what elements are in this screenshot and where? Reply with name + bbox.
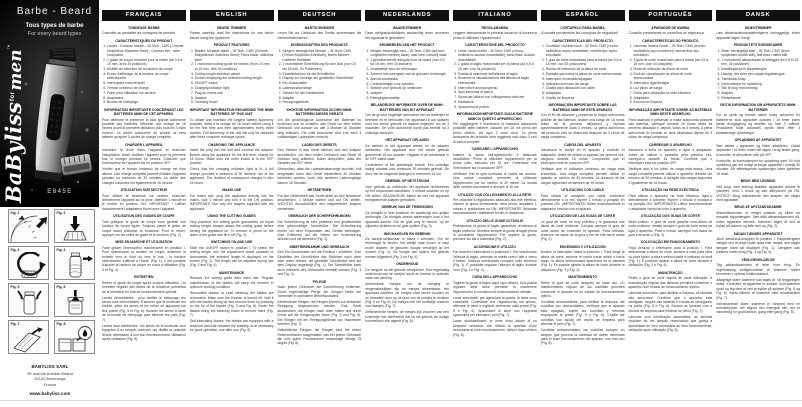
figure-label: Fig. 1 xyxy=(10,211,20,215)
section-paragraph: Den Ein-/Ausschalter auf die Position I schieben. Zum Einstellen der Schnitthöhe das Rädchen nach oben oder unten drehen; die gewählte Schnitthöhe wird auf dem Display angezeigt (Fig. 1). Die Schnitthöhe kann auch während des Gebrauchs verstellt werden (Fig. 3 und Fig. 4). xyxy=(277,250,362,277)
attach-guide-icon xyxy=(56,215,94,242)
section-heading: SÅDAN TÆNDES APPARATET xyxy=(733,231,783,236)
section-heading: EIGENSCHAFTEN DES PRODUKTS xyxy=(290,43,348,48)
feature-item: 4. Screen displaying the selected cutting length xyxy=(195,76,274,80)
feature-item: 4. Pantalla que indica la altura de corte seleccionada xyxy=(546,72,625,76)
feature-item: 4. Ecrã de visualização da altura de corte seleccionada xyxy=(634,72,713,81)
feature-item: 2. 1 gemotoriseerde trimgids voor de baard (van 0,5 tot 15 mm, met 34 standen) xyxy=(370,58,449,67)
section-heading: UTILIZACIÓN DE LAS GUÍAS DE CORTE xyxy=(550,214,616,219)
feature-item: 8. Adaptador xyxy=(546,91,625,95)
feature-list xyxy=(190,49,274,105)
feature-item: 9. Reinigingsborsteltje xyxy=(370,96,449,100)
feature-item: 9. Brosse de nettoyage xyxy=(107,100,186,104)
feature-item: 5. Ein-/Ausschalter xyxy=(283,81,362,85)
section-paragraph: Muito prático, o guia de corte garante uma altura de corte uniforme. Instale sempre o guia de corte antes de ligar o aparelho. Para o extrair, carregue nos lados do guia e levante-o (Fig. 2). xyxy=(628,219,713,237)
column-header-dansk: DANSK xyxy=(716,10,800,21)
section-heading: INBETRIEBNAHME UND GEBRAUCH xyxy=(289,244,350,249)
section-paragraph: Pour utiliser la tondeuse sur secteur, brancher directement l'appareil sur la prise, attendre 1 minute et le mettre en position ON. IMPORTANT ! Utiliser exclusivement l'adaptateur fourni avec l'appareil. xyxy=(102,193,186,211)
intro-heading: CORTAPELO PARA BARBA xyxy=(560,26,605,30)
section-heading: ENTRETIEN xyxy=(134,275,154,280)
feature-item: 7. Fiche pour utilisation sur secteur xyxy=(107,91,186,95)
product-panel xyxy=(0,0,99,207)
feature-item: 2. 1 guia de corte motorizado para a barba (de 0,5 a 15 mm, com 34 posições) xyxy=(634,58,713,67)
section-paragraph: Voor gebruik op netstroom het apparaat rechtstreeks op het stopcontact aansluiten, 1 minuut wachten en op ON zetten. BELANGRIJK! Alleen de met het apparaat meegeleverde adapter gebruiken. xyxy=(365,184,449,202)
column-dansk xyxy=(716,10,800,347)
feature-item: 1. Lâminas: lâmina móvel – W-Tech: CMS (crómio-molibdénio-aço inoxidável); lâmina fixa: aço inoxidável xyxy=(634,44,713,57)
section-paragraph: Lâminas com lubrificação automática: as lâminas dispõem de um tampão reservatório que goteja a quantidade de óleo necessária ao bom funcionamento, utilização após utilização (Fig. 8). xyxy=(628,314,713,333)
section-heading: UTILIZAÇÃO NA REDE ELÉCTRICA xyxy=(641,188,699,193)
feature-item: 3. Cutting length selection wheel xyxy=(195,72,274,76)
section-heading: INFORMAZIONI IMPORTANTI SULLE BATTERIE NIMH DI QUESTO APPARECCHIO xyxy=(456,112,534,121)
column-body-italiano xyxy=(453,21,537,337)
column-header-espanol: ESPAÑOL xyxy=(541,10,625,21)
section-heading: GEBRUIK VAN DE TRIMGIDSEN xyxy=(381,205,433,210)
section-paragraph: Kontrollér, at kontrollampen for opladning lyser. En fuld opladning gør det muligt at bruge apparatet i mindst 30 minutter. De efterfølgende opladninger varer ligeledes 16 timer. xyxy=(716,158,800,176)
feature-item: 6. Kontrollampe for opladning xyxy=(721,82,800,86)
intro-text: Deze veiligheidsrichtlijnen aandachtig lezen vooraleer het apparaat te gebruiken! xyxy=(365,31,449,40)
section-paragraph: Ved brug med ledning tilsluttes apparatet direkte til lysnettet. Vent 1 minut og sæt afbryderen på ON. VIGTIGT! Brug udelukkende den adapter, der følger med apparatet. xyxy=(716,184,800,202)
section-heading: CARREGAR O APARELHO xyxy=(648,142,692,147)
intro-text: ¡Consulte previamente las consignas de seguridad! xyxy=(540,31,618,36)
intro-heading: SKÆGTRIMMER xyxy=(744,26,772,30)
section-paragraph: De stekker in het apparaat steken en de adapter aansluiten. Het apparaat vóór het eerste gebruik gedurende 16 uur opladen. Nagaan of de schakelaar in de OFF-stand staat. xyxy=(365,143,449,161)
section-heading: MISE EN MARCHE ET UTILISATION xyxy=(115,240,173,245)
figure-box-8 xyxy=(54,320,95,354)
feature-item: 6. Témoin lumineux de charge xyxy=(107,86,186,90)
website-url: www.babyliss.com xyxy=(29,390,71,396)
section-paragraph: Vérifier que le témoin lumineux de charge est bien allumé. Une charge complète permet d'utiliser l'appareil pendant un minimum de 30 minutes. La durée des charges suivantes est également de 16 heures. xyxy=(102,167,186,185)
section-paragraph: Praticissima, la guida di taglio garantisce un'altezza di taglio uniforme. Montare sempre la guida di taglio prima di accendere l'apparecchio. Per togliere la guida, premere sui lati e sollevarla (Fig. 2). xyxy=(453,224,537,242)
section-paragraph: De aan/uit-schakelaar in stand I schuiven. Om de trimhoogte te kiezen, het wieltje naar boven of naar onder draaien; de gekozen hoogte verschijnt op het scherm (Fig. 1). De hoogte kan tijdens het gebruik worden bijgesteld (Fig. 3 en Fig. 4). xyxy=(365,236,449,259)
feature-item: 7. Ficha para utilização na rede eléctrica xyxy=(634,91,713,95)
brand-trademark: ™ xyxy=(7,44,13,50)
section-paragraph: Faça deslizar o interruptor para a posição I. Para seleccionar a altura de corte, accione a roda para cima ou para baixo; a altura seleccionada é indicada no ecrã (Fig. 1). É possível ajustar a altura de corte durante a utilização (Fig. 3 e Fig. 4). xyxy=(628,245,713,268)
feature-item: 8. Adapter xyxy=(283,96,362,100)
section-paragraph: Très pratique, le guide de coupe vous garantit une hauteur de coupe égale. Toujours placer le guide de coupe avant d'allumer la tondeuse. Pour le retirer, appuyer sur les côtés du guide et le soulever (Fig. 2). xyxy=(102,219,186,237)
section-heading: MAINTENANCE xyxy=(219,270,245,275)
section-paragraph: Lame autolubrificanti: le lame sono dotate di un tampone serbatoio che distilla la quantità d'olio necessaria al buon funzionamento, utilizzo dopo utilizzo (Fig. 8). xyxy=(453,319,537,337)
section-heading: INFORMACIÓN IMPORTANTE SOBRE LAS BATERÍAS NIMH DE ESTE APARATO xyxy=(548,103,617,112)
feature-list xyxy=(629,44,713,105)
section-paragraph: Afneembare mesjes: om de reiniging te vergemakkelijken zijn de mesjes afneembaar. Het apparaat uitzetten, de mesjes naar boven houden en ze losmaken door op de punt van de mesjes te drukken (Fig. 5 en Fig. 6). De mesjes met het borsteltje ontdoen van haartjes (Fig. 7). xyxy=(365,282,449,309)
figure-label: Fig. 3 xyxy=(10,248,20,252)
section-paragraph: Insert the plug into the unit and connect the adaptor. Before using the appliance for the first time, charge for 16 hours. Make sure the unit's switch is in the OFF position. xyxy=(189,148,274,166)
feature-item: 6. Ladestandsanzeige xyxy=(283,86,362,90)
intro-text: Consulte previamente os conselhos de segurança. xyxy=(628,31,705,36)
section-heading: MANUTENÇÃO xyxy=(658,270,683,275)
section-heading: ONDERHOUD xyxy=(396,262,419,267)
section-heading: CARGA DEL APARATO xyxy=(564,142,602,147)
section-paragraph: Nach jedem Gebrauch die Scherführung entfernen. Durch regelmäßige Pflege der Klingen bleibt der Schneider in optimalem Betriebszustand. xyxy=(277,285,362,299)
feature-item: 5. Aan/uit-schakelaar xyxy=(370,77,449,81)
section-paragraph: Far scorrere l'interruttore in posizione I. Per selezionare l'altezza di taglio, azionare la rotella verso l'alto o verso il basso; l'altezza selezionata compare sullo schermo (Fig. 1). È possibile regolare l'altezza di taglio durante l'uso (Fig. 3 e Fig. 4). xyxy=(453,250,537,272)
brush-blades-icon xyxy=(10,326,48,353)
feature-item: 5. Interruptor ligar/desligar xyxy=(634,81,713,85)
feature-item: 4. Display zur Anzeige der gewählten Schnitthöhe xyxy=(283,76,362,80)
section-paragraph: Verifique que el indicador luminoso de carga está encendido. Una carga completa permite utilizar el aparato un mínimo de 30 minutos. La duración de las cargas siguientes es también de 16 horas. xyxy=(540,167,625,185)
column-espanol xyxy=(541,10,625,347)
feature-item: 9. Escova de limpeza xyxy=(634,100,713,104)
figure-box-2 xyxy=(54,209,95,243)
subtitle-english: For every beard types xyxy=(27,31,82,37)
figure-box-7 xyxy=(8,320,49,354)
feature-item: 1. Blades: Movable blade – W-Tech: CMS (Chrome-Molybdenum-Stainless Steel); Fixed blade: stainless steel xyxy=(195,49,274,62)
section-paragraph: Retirer le guide de coupe après chaque utilisation. Un entretien régulier des lames de la tondeuse permettra de la maintenir en état de fonctionnement optimal. xyxy=(102,280,186,294)
feature-item: 9. Cepillo de limpieza xyxy=(546,96,625,100)
section-paragraph: Verificare che la spia luminosa di carica sia accesa. Una carica completa permette di utilizzare l'apparecchio per un minimo di 30 minuti. La durata delle cariche successive è sempre di 16 ore. xyxy=(453,171,537,190)
column-deutsch xyxy=(278,10,362,347)
figure-label: Fig. 4 xyxy=(56,248,66,252)
section-heading: KENMERKEN VAN HET PRODUCT xyxy=(379,43,435,48)
figure-label: Fig. 8 xyxy=(56,322,66,326)
section-paragraph: Slide the ON/OFF switch to position I. To select the cutting length, turn the adjustment wheel upwards or downwards; the selected length is displayed on the screen (Fig. 1). The length can be adjusted during use (Fig. 3 and Fig. 4). xyxy=(189,245,274,268)
section-heading: WICHTIGE INFORMATION ZU DEN NIMH-BATTERIEN DIESES GERÄTS xyxy=(286,107,353,117)
figure-box-4 xyxy=(54,246,95,280)
feature-item: 3. Indstillingshjul til klippelængde xyxy=(721,67,800,71)
manufacturer-address xyxy=(0,364,100,396)
feature-item: 1. Lames : Couteau mobile – W-Tech : CMS (Chrome-Molybdène-Stainless Steel) ; Couteau fixe : acier inoxydable xyxy=(107,44,186,57)
address-line-1: 99 avenue Aristide Briand xyxy=(27,370,73,376)
section-heading: ENCENDIDO Y UTILIZACIÓN xyxy=(559,244,606,249)
section-heading: PRODUKTETS EGENSKABER xyxy=(734,43,783,48)
section-paragraph: Zelfsmerende mesjes: de mesjes zijn voorzien van een kussentje met oliereserve dat bij elk gebruik de nodige hoeveelheid olie afgeeft (Fig. 8). xyxy=(365,310,449,324)
oil-reservoir-icon xyxy=(56,326,94,353)
feature-item: 2. 1 guía de corte motorizada para la barba (de 0,5 a 15 mm, con 34 posiciones) xyxy=(546,58,625,67)
feature-item: 3. Rueda de selección de la altura de corte xyxy=(546,67,625,71)
feature-item: 4. Display, der viser den valgte klippelængde xyxy=(721,72,800,76)
feature-item: 2. 1 guida di taglio motorizzata per la barba (da 0,5 a 15 mm, con 34 posizioni) xyxy=(458,62,537,71)
feature-item: 1. Cuchillas: cuchilla móvil – W-Tech: CMS (cromo-molibdeno-acero inoxidable); cuchilla fija: acero inoxidable xyxy=(546,44,625,57)
feature-list xyxy=(716,49,800,101)
section-paragraph: For mains use, plug the appliance directly into the mains, wait 1 minute and turn it to the ON position. IMPORTANT! Use only the adaptor supplied with the appliance. xyxy=(189,193,274,211)
feature-item: 3. Molette de sélection de la hauteur de coupe xyxy=(107,67,186,71)
figure-label: Fig. 2 xyxy=(56,211,66,215)
column-header-nederlands: NEDERLANDS xyxy=(365,10,449,21)
feature-item: 6. Charging indicator light xyxy=(195,86,274,90)
feature-item: 4. Ecran d'affichage de la hauteur de coupe sélectionnée xyxy=(107,72,186,81)
feature-item: 3. Instelwieltje voor de trimhoogte xyxy=(370,67,449,71)
brand-babyliss: BaByliss xyxy=(1,102,26,203)
remove-blades-icon xyxy=(10,289,48,316)
section-paragraph: De trimgids is heel praktisch en waarborgt een gelijke trimhoogte. De trimgids steeds aanbrengen voor u het apparaat aanzet. Om de gids weg te nemen, op de zijkanten drukken en de gids optillen (Fig. 2). xyxy=(365,210,449,229)
section-paragraph: De trimgids na elk gebruik verwijderen. Een regelmatig onderhoud van de mesjes houdt de trimmer in optimale staat van werking. xyxy=(365,267,449,281)
section-paragraph: Abnehmbare Klingen: die Klingen können zur einfachen Reinigung abgenommen werden. Das Gerät ausschalten, die Klingen nach oben halten und durch Druck auf die Klingenspitze lösen (Fig. 5 und Fig. 6). Die Klingen mit der Reinigungsbürste von Haarresten befreien (Fig. 7). xyxy=(277,300,362,327)
section-paragraph: Removable blades: to ease cleaning, the blades are removable. Make sure the trimmer is turned off, hold it with the blades facing up and remove them by pressing on the tip of the blades (Fig. 5 and Fig. 6). Brush the blades using the cleaning brush to remove hairs (Fig. 7). xyxy=(189,291,274,318)
feature-item: 8. Adaptateur xyxy=(107,96,186,100)
feature-item: 5. Interrupteur marche/arrêt xyxy=(107,81,186,85)
section-paragraph: Den Stecker in das Gerät stecken und den Adapter anschließen. Vor dem ersten Gebrauch das Gerät 16 Stunden lang aufladen. Dabei überprüfen, dass der Schalter auf OFF steht. xyxy=(277,148,362,166)
section-paragraph: Selvsmørende skær: skærene er forsynet med en beholderpude, der afgiver den mængde olie, der er nødvendig for god funktion, gang efter gang (Fig. 8). xyxy=(716,301,800,315)
feature-item: 3. Rotella di selezione dell'altezza di taglio xyxy=(458,72,537,76)
feature-item: 6. Indicador luminoso de carga xyxy=(546,82,625,86)
feature-item: 7. Spina per utilizzo con collegamento alla rete xyxy=(458,95,537,99)
section-heading: BRUG AF AFSTANDSKAMME xyxy=(734,205,782,210)
figure-box-5 xyxy=(8,283,49,317)
section-heading: PFLEGE xyxy=(312,279,327,284)
feature-item: 7. Stik til brug med ledning xyxy=(721,86,800,90)
address-line-2: 92120 Montrouge xyxy=(34,376,66,382)
column-header-portugues: PORTUGUÊS xyxy=(629,10,713,21)
feature-list xyxy=(453,49,537,110)
section-paragraph: Per utilizzare il regolabarba attaccato alla rete elettrica, inserire la spina direttamente nella presa, aspettare 1 minuto e posizionare su ON. IMPORTANTE! Utilizzare esclusivamente l'adattatore fornito in dotazione. xyxy=(453,197,537,216)
section-heading: UTILISATION SUR SECTEUR xyxy=(120,188,168,193)
section-paragraph: La guía de corte es muy práctica y le garantiza una altura de corte uniforme. Coloque siempre la guía de corte antes de encender el aparato. Para retirarla, presione los lados de la guía y tire de ella hacia arriba (Fig. 2). xyxy=(540,219,625,242)
section-heading: MAINS USE xyxy=(222,188,242,193)
section-paragraph: Überprüfen, dass die Ladestandsanzeige leuchtet. Voll aufgeladen kann das Gerät mindestens 30 Minuten betrieben werden. Auch alle weiteren Ladevorgänge dauern 16 Stunden. xyxy=(277,167,362,185)
section-paragraph: Für den Netzbetrieb das Gerät direkt an den Netzstrom anschließen, 1 Minute warten und auf ON stellen. WICHTIG! Ausschließlich den mitgelieferten Adapter verwenden. xyxy=(277,193,362,211)
column-header-italiano: ITALIANO xyxy=(453,10,537,21)
feature-item: 7. Stecker für den Netzbetrieb xyxy=(283,91,362,95)
section-heading: CARICARE L'APPARECCHIO xyxy=(471,147,519,152)
column-portugues xyxy=(629,10,713,347)
intro-heading: REGOLABARBA xyxy=(481,26,509,30)
section-paragraph: Lames démontables : pour faciliter le nettoyage, les lames sont démontables. S'assurer que la tondeuse est éteinte, saisir les lames et les retirer en appuyant sur leur pointe (Fig. 5 et Fig. 6). Brosser les lames à l'aide de la brosse de nettoyage pour éliminer les poils (Fig. 7). xyxy=(102,295,186,322)
feature-item: 9. Reinigungsbürste xyxy=(283,100,362,104)
feature-item: 2. 1 motoriseret afstandskam til skægget (fra 0,5 til 15 mm, 34 positioner) xyxy=(721,58,800,67)
section-heading: UTILIZACIÓN CON CABLE xyxy=(561,188,604,193)
intro-text: Consulter au préalable les consignes de sécurité. xyxy=(102,31,177,36)
section-paragraph: Om de grootst mogelijke autonomie van de batterijen te bereiken en te behouden, het apparaat 16 uur opladen vóór het eerste gebruik en daarna ongeveer om de 3 maanden. De volle autonomie wordt pas bereikt na 3 volledige laadcycli. xyxy=(365,113,449,135)
section-heading: INFORMAÇÃO IMPORTANTE SOBRE AS BATERIAS NIMH DESTE APARELHO xyxy=(628,107,712,117)
feature-list xyxy=(278,49,362,105)
feature-item: 5. Tænd/sluk-knap xyxy=(721,77,800,81)
hand-holding-trimmer-icon xyxy=(56,252,94,279)
section-paragraph: Retire la guía de corte después de cada uso. Un mantenimiento regular de las cuchillas permitirá conservar el aparato en un estado de funcionamiento óptimo. xyxy=(540,280,625,299)
section-paragraph: Um die größtmögliche Autonomie der Batterien zu erreichen und zu erhalten, das Gerät vor dem ersten Gebrauch und danach ca. alle 3 Monate 16 Stunden lang aufladen. Die volle Autonomie wird erst nach 3 vollständigen Ladezyklen erreicht. xyxy=(277,117,362,140)
feature-item: 2. 1 guide de coupe motorisé pour la barbe (de 0,5 à 15 mm, avec 34 positions) xyxy=(107,58,186,67)
feature-item: 5. Interruptor encendido/apagado xyxy=(546,77,625,81)
section-heading: CARACTERÍSTICAS DEL PRODUCTO xyxy=(552,38,613,43)
figure-label: Fig. 6 xyxy=(56,285,66,289)
column-body-portugues xyxy=(629,21,713,333)
section-heading: BRUG MED LEDNING xyxy=(740,179,776,184)
feature-item: 8. Adaptor xyxy=(195,96,274,100)
section-paragraph: Tag afstandskammen af efter hver brug. En regelmæssig vedligeholdelse af skærene holder trimmeren i optimal funktionsstand. xyxy=(716,263,800,276)
section-heading: CHARGER L'APPAREIL xyxy=(124,142,163,147)
section-heading: SWITCHING ON AND USE xyxy=(210,240,253,245)
intro-text: Please carefully read the instructions for use below before using the appliance. xyxy=(189,31,274,40)
brand-men: men xyxy=(6,49,26,91)
feature-item: 5. ON/OFF switch xyxy=(195,81,274,85)
section-heading: IMPORTANT INFORMATION REGARDING THE NIMH BATTERIES OF THIS UNIT xyxy=(189,107,274,117)
section-heading: USING THE CUTTING GUIDES xyxy=(207,214,256,219)
feature-item: 7. Stekker voor gebruik op netstroom xyxy=(370,86,449,90)
section-heading: INFORMATION IMPORTANTE CONCERNANT LES BATTERIES NIMH DE CET APPAREIL xyxy=(104,107,184,117)
section-heading: ACCENSIONE E UTILIZZO xyxy=(473,244,516,249)
rotate-wheel-icon xyxy=(10,252,48,279)
feature-item: 9. Cleaning brush xyxy=(195,100,274,104)
section-paragraph: Inserire la spina nell'apparecchio e attaccare l'adattatore. Prima di utilizzare l'apparecchio per la prima volta, caricarlo per 16 ore. Controllare che l'interruttore sia in posizione OFF. xyxy=(453,152,537,170)
section-paragraph: Introduza a ficha no aparelho e ligue o adaptador. Antes de utilizar o aparelho pela primeira vez, carregue-o durante 16 horas. Confirme que o interruptor está na posição OFF. xyxy=(628,148,713,166)
column-header-english: ENGLISH xyxy=(190,10,274,21)
feature-item: 3. Einstellrädchen für die Schnitthöhe xyxy=(283,72,362,76)
section-heading: LADEN DES GERÄTS xyxy=(302,142,337,147)
section-paragraph: Para alcançar e preservar a maior autonomia possível das baterias, carregue durante 16 horas antes da primeira utilização e, depois, todos os 3 meses. A plena autonomia do produto só será alcançada depois de 3 ciclos de carga completos. xyxy=(628,117,713,140)
intro-heading: BAARDTRIMMER xyxy=(393,26,422,30)
figure-box-6 xyxy=(54,283,95,317)
feature-item: 2. 1 motorisierte Scherführung für den Bart (von 0,5 bis 15 mm, 34 Positionen) xyxy=(283,62,362,71)
lift-head-icon xyxy=(56,289,94,316)
language-columns xyxy=(102,10,800,347)
feature-item: 4. Schermo di visualizzazione dell'altezza di taglio selezionata xyxy=(458,76,537,85)
feature-list xyxy=(102,44,186,105)
section-heading: CARACTERÍSTICAS DO PRODUTO xyxy=(642,38,699,43)
column-body-english xyxy=(190,21,274,333)
section-paragraph: Per raggiungere e mantenere la massima autonomia possibile delle batterie, caricare per 16 ore prima del primo utilizzo, poi ogni 3 mesi circa. La piena autonomia del prodotto sarà raggiunta solo dopo 3 cicli di carica completi. xyxy=(453,122,537,144)
section-paragraph: Lâminas amovíveis: para facilitar a limpeza, as lâminas são amovíveis. Confirme que o aparelho está desligado, segure nas lâminas e extraia-as carregando na ponta (Fig. 5 e Fig. 6). Escove as lâminas com a escova de limpeza para eliminar os pêlos (Fig. 7). xyxy=(628,291,713,313)
address-line-3: France xyxy=(43,381,57,387)
figure-label: Fig. 7 xyxy=(10,322,20,326)
section-heading: NETZBETRIEB xyxy=(307,188,332,193)
feature-item: 1. Klingen: bewegliches Messer – W-Tech: CMS (Chrom-Molybdän-Edelstahl); festes Messer: rostfreier Edelstahl xyxy=(283,49,362,62)
column-nederlands xyxy=(365,10,449,347)
section-heading: PRODUCT FEATURES xyxy=(213,43,250,48)
section-paragraph: Faire glisser l'interrupteur marche/arrêt en position I. Pour sélectionner la hauteur de coupe, actionner la molette vers le haut ou vers le bas ; la hauteur sélectionnée s'affiche à l'écran (Fig. 1). Il est possible d'ajuster la hauteur de coupe en cours d'utilisation (Fig. 3 et Fig. 4). xyxy=(102,245,186,272)
section-heading: BELANGRIJKE INFORMATIE OVER DE NIMH-BATTERIJEN VAN DIT APPARAAT xyxy=(370,103,444,112)
section-heading: UTILISATION DES GUIDES DE COUPE xyxy=(113,214,175,219)
section-heading: CHARGING THE APPLIANCE xyxy=(208,142,255,147)
column-body-francais xyxy=(102,21,186,341)
intro-heading: TONDEUSE BARBE xyxy=(127,26,160,30)
intro-heading: BEARD TRIMMER xyxy=(217,26,247,30)
section-paragraph: Check that the charging indicator light is lit. A full charge provides a minimum of 30 minutes' use of the appliance. The duration of subsequent charges is also 16 hours. xyxy=(189,167,274,185)
section-paragraph: Aftagelige skær: skærene kan tages af, så rengøringen lettes. Kontrollér, at apparatet er slukket, hold skærene opad og tag dem af ved at trykke på spidsen (Fig. 5 og Fig. 6). Børst hårene af skærene med rensebørsten (Fig. 7). xyxy=(716,277,800,300)
column-body-dansk xyxy=(716,21,800,315)
feature-item: 7. Clavija para utilización con cable xyxy=(546,86,625,90)
feature-item: 4. Scherm met weergave van de gekozen trimhoogte xyxy=(370,72,449,76)
column-header-francais: FRANÇAIS xyxy=(102,10,186,21)
section-heading: COLOCAÇÃO EM FUNCIONAMENTO xyxy=(640,240,701,245)
section-paragraph: Skub tænd/sluk-knappen til position I. Klippelængden vælges ved at dreje hjulet opad eller nedad; den valgte længde vises på displayet (Fig. 1). Længden kan justeres under brug (Fig. 3 og Fig. 4). xyxy=(716,236,800,255)
section-paragraph: To obtain and maintain the longest battery autonomy possible, allow it to charge for 16 hours before using it for the first time and then approximately every three months. Full autonomy of the unit will only be obtained after three complete recharge cycles. xyxy=(189,117,274,140)
intro-text: Læs sikkerhedsforanstaltningerne omhyggeligt, inden apparatet tages i brug! xyxy=(716,31,800,40)
feature-item: 8. Adapter xyxy=(721,91,800,95)
section-heading: HET APPARAAT OPLADEN xyxy=(385,138,429,143)
feature-item: 8. Adaptador xyxy=(634,96,713,100)
feature-item: 1. Lame: lama mobile – W-Tech: CMS (cromo-molibdeno-acciaio inossidabile); lama fissa: acciaio inossidabile xyxy=(458,49,537,62)
subtitle-french: Tous types de barbe xyxy=(25,23,84,29)
section-paragraph: Die Scherführung ist sehr praktisch und gewährleistet eine gleichmäßige Schnitthöhe. Die Scherführung immer vor dem Einschalten des Geräts befestigen. Zum Entfernen auf die Seiten der Scherführung drücken und sie abheben (Fig. 2). xyxy=(277,219,362,242)
section-paragraph: Para utilizar o aparador na rede eléctrica, ligue-o directamente à corrente, espere 1 minuto e coloque-o na posição ON. IMPORTANTE! Utilize exclusivamente o adaptador fornecido com o aparelho. xyxy=(628,193,713,211)
section-paragraph: Very practical, the cutting guide guarantees an equal cutting length. Always attach the cutting guide before turning the appliance on. To remove it, press on the sides of the guide and lift it off (Fig. 2). xyxy=(189,219,274,237)
section-paragraph: Introduire la fiche dans l'appareil et brancher l'adaptateur. Avant d'utiliser l'appareil pour la première fois, le charger pendant 16 heures. S'assurer que l'interrupteur de l'appareil est en position OFF. xyxy=(102,148,186,166)
intro-text: Leggere attentamente le presenti istruzioni di sicurezza prima di utilizzare l'apparecchio! xyxy=(453,31,537,40)
feature-item: 9. Spazzolina di pulizia xyxy=(458,105,537,109)
figure-box-3 xyxy=(8,246,49,280)
feature-list xyxy=(541,44,625,100)
feature-item: 5. Interruttore acceso/spento xyxy=(458,86,537,90)
section-paragraph: Togliere la guida di taglio dopo ogni utilizzo. Una pulizia regolare delle lame permette di mantenere l'apparecchio in condizioni di funzionamento ottimali. xyxy=(453,280,537,294)
section-paragraph: Afstandskammen er meget praktisk og sikrer en ensartet klippelængde. Sæt altid afstandskammen på, inden apparatet tændes. Kammen tages af ved at trykke på siderne og løfte den op (Fig. 2). xyxy=(716,210,800,229)
section-paragraph: Retire o guia de corte depois de cada utilização. A manutenção regular das lâminas permitirá conservar o aparelho num estado de funcionamento óptimo. xyxy=(628,276,713,290)
section-paragraph: Pour atteindre et préserver la plus grande autonomie possible des batteries, effectuer une charge de 16 heures avant la première utilisation puis tous les 3 mois environ. La pleine autonomie du produit ne sera atteinte qu'après 3 cycles de charge complets. xyxy=(102,117,186,140)
feature-item: 2. 1 motorised cutting guide for beards (from 0.5 mm to 15 mm, with 34 positions) xyxy=(195,62,274,71)
feature-item: 9. Rensebørste xyxy=(721,96,800,100)
intro-heading: BARTSCHNEIDER xyxy=(304,26,335,30)
page-title: Barbe - Beard xyxy=(16,6,93,17)
section-heading: OPLADNING AF APPARATET xyxy=(734,138,782,143)
column-english xyxy=(190,10,274,347)
section-paragraph: Introduzca la clavija en el aparato y enchufe el adaptador. Antes de utilizar el aparato por primera vez, cárguelo durante 16 horas. Compruebe que el interruptor está en posición OFF. xyxy=(540,148,625,166)
section-paragraph: Con el fin de alcanzar y preservar la mayor autonomía posible de las baterías, realice una carga de 16 horas antes de la primera utilización y repítala aproximadamente cada 3 meses. La plena autonomía del producto sólo se alcanzará después de 3 ciclos de carga completos. xyxy=(540,113,625,140)
section-heading: INSCHAKELEN EN GEBRUIK xyxy=(383,231,431,236)
section-paragraph: Verifique que a luz piloto de carga está acesa. Uma carga completa permite utilizar o aparelho durante um mínimo de 30 minutos. A duração das cargas seguintes é igualmente de 16 horas. xyxy=(628,167,713,185)
section-heading: UTILIZZO DELLE GUIDE DI TAGLIO xyxy=(466,218,524,223)
section-heading: CARATTERISTICHE DEL PRODOTTO xyxy=(465,43,525,48)
section-paragraph: Sæt stikket i apparatet og tilslut adapteren. Oplad apparatet i 16 timer inden det tages i brug første gang. Kontrollér, at afbryderen står på OFF. xyxy=(716,143,800,157)
section-heading: MANTENIMIENTO xyxy=(568,275,597,280)
column-italiano xyxy=(453,10,537,347)
column-body-espanol xyxy=(541,21,625,346)
section-heading: GEBRAUCH DER SCHERFÜHRUNGEN xyxy=(288,214,351,219)
column-francais xyxy=(102,10,186,347)
column-body-nederlands xyxy=(365,21,449,324)
column-body-deutsch xyxy=(278,21,362,346)
section-paragraph: Lames auto-lubrifiantes : les lames de la tondeuse sont équipées d'un tampon réservoir qui distille la quantité d'huile nécessaire à son bon fonctionnement, utilisation après utilisation (Fig. 8). xyxy=(102,323,186,342)
intro-heading: APARADOR DE BARBA xyxy=(651,26,690,30)
section-heading: GEBRUIK OP NETSTROOM xyxy=(385,179,430,184)
brand-logo xyxy=(1,44,26,203)
feature-item: 8. Adattatore xyxy=(458,100,537,104)
model-number: E845E xyxy=(47,189,73,195)
brand-for: for xyxy=(10,91,16,102)
section-heading: VEDLIGEHOLDELSE xyxy=(741,257,775,262)
section-paragraph: Cuchillas desmontables: para facilitar la limpieza, las cuchillas son desmontables. Verifique que el aparato está apagado, sujete las cuchillas y retírelas empujando la punta (Fig. 5 y Fig. 6). Cepille las cuchillas con ayuda del cepillo de limpieza para eliminar el pelo (Fig. 7). xyxy=(540,300,625,327)
section-paragraph: For at opnå og bevare størst mulig autonomi for batterierne skal apparatet oplades i 16 timer inden første ibrugtagning og derefter ca. hver 3. måned. Produktets fulde autonomi opnås først efter 3 fuldstændige opladninger. xyxy=(716,113,800,135)
intro-text: Lesen Sie vor Gebrauch des Geräts aufmerksam die Sicherheitshinweise. xyxy=(277,31,362,40)
section-paragraph: Controleren of het laadlampje brandt. Een volledige lading volstaat voor minimum 30 minuten gebruik. De duur van de volgende ladingen is eveneens 16 uur. xyxy=(365,163,449,176)
section-paragraph: Lame smontabili: per agevolare la pulizia, le lame sono smontabili. Controllare che l'apparecchio sia spento, afferrare le lame e toglierle premendo sulla punta (Fig. 5 e Fig. 6). Spazzolare le lame con l'apposita spazzolina per eliminare i peli (Fig. 7). xyxy=(453,295,537,318)
section-paragraph: Selbstölende Klingen: die Klingen sind mit einem Reservoirkissen ausgestattet, das bei jedem Gebrauch die zum guten Funktionieren notwendige Menge Öl abgibt (Fig. 8). xyxy=(277,328,362,346)
feature-item: 1. Mesjes: beweeglijk mes – W-Tech: CMS (chroom-molybdeen-roestvrij staal); vast mes: roestvrij staal xyxy=(370,49,449,58)
feature-item: 6. Luz piloto de carga xyxy=(634,86,713,90)
figure-label: Fig. 5 xyxy=(10,285,20,289)
company-name: BABYLISS SARL xyxy=(31,364,69,369)
section-heading: CURA DELL'APPARECCHIO xyxy=(472,275,518,280)
section-paragraph: Cuchillas autolubricantes: las cuchillas incluyen un tampón que procura la cantidad de aceite necesaria para el buen funcionamiento del aparato, uso tras uso (Fig. 8). xyxy=(540,328,625,346)
section-paragraph: Para utilizar el cortapelo con cable, enchúfelo directamente a la red, espere 1 minuto y póngalo en posición ON. ¡IMPORTANTE! Utilice exclusivamente el adaptador incluido con el aparato. xyxy=(540,193,625,211)
feature-item: 8. Adapter xyxy=(370,91,449,95)
feature-item: 7. Plug for mains use xyxy=(195,91,274,95)
feature-item: 1. Skær: bevægeligt blad – W-Tech: CMS (krom-molybdæn-rustfrit stål); fast blad: rustfrit stål xyxy=(721,49,800,58)
dial-adjustment-icon xyxy=(10,215,48,242)
feature-item: 6. Controlelampje voor opladen xyxy=(370,82,449,86)
figure-box-1 xyxy=(8,209,49,243)
section-paragraph: Self-lubricating blades: the blades are equipped with a reservoir pad that releases the quantity of oil necessary for good operation, use after use (Fig. 8). xyxy=(189,319,274,333)
column-header-deutsch: DEUTSCH xyxy=(278,10,362,21)
feature-item: 6. Spia luminosa di carica xyxy=(458,90,537,94)
section-heading: UTILIZAÇÃO DOS GUIAS DE CORTE xyxy=(640,214,700,219)
section-heading: UTILIZZO CON COLLEGAMENTO ALLA RETE xyxy=(458,192,532,197)
feature-item: 3. Roda de selecção da altura de corte xyxy=(634,67,713,71)
section-paragraph: Deslice el interruptor hasta la posición I. Para elegir la altura de corte, accione la rueda hacia arriba o hacia abajo; la altura seleccionada aparecerá en la pantalla (Fig. 1). Es posible ajustar la altura de corte durante la utilización (Fig. 3 y Fig. 4). xyxy=(540,250,625,272)
section-heading: VIGTIG INFORMATION OM APPARATETS NIMH-BATTERIER xyxy=(719,103,797,112)
section-heading: CARACTERISTIQUES DU PRODUIT xyxy=(115,38,173,43)
section-paragraph: Remove the cutting guide after each use. Regular maintenance of the blades will keep the trimmer in optimum working condition. xyxy=(189,276,274,290)
feature-list xyxy=(365,49,449,101)
figure-grid xyxy=(8,209,96,354)
